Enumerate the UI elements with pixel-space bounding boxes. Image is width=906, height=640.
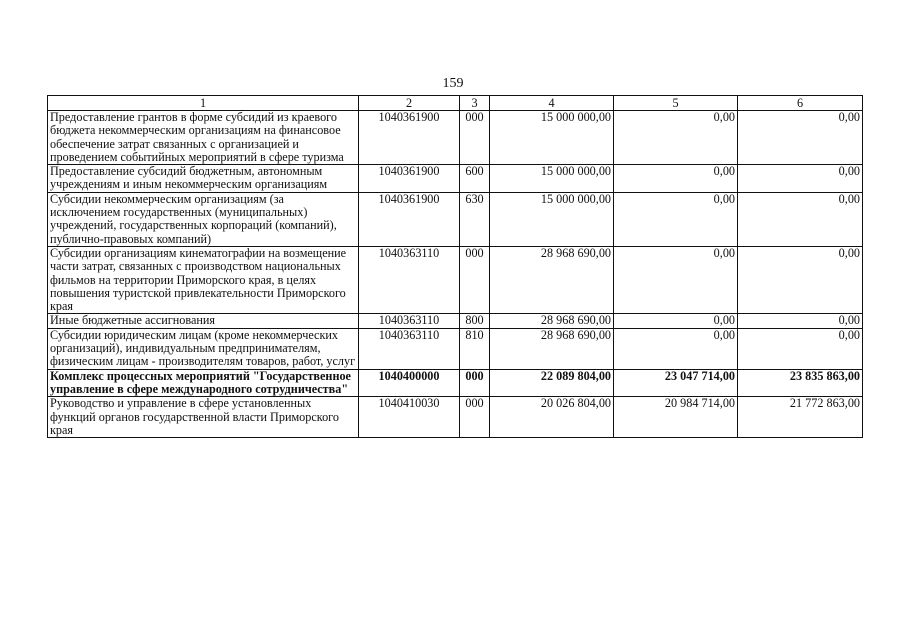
row-type: 800 [460, 314, 490, 328]
header-row [48, 96, 863, 111]
row-amount-col4: 15 000 000,00 [490, 111, 614, 165]
row-amount-col4: 22 089 804,00 [490, 369, 614, 397]
row-code: 1040363110 [359, 246, 460, 313]
row-amount-col4: 28 968 690,00 [490, 314, 614, 328]
row-amount-col4: 20 026 804,00 [490, 397, 614, 438]
table-row [48, 314, 863, 328]
row-code: 1040361900 [359, 111, 460, 165]
row-code: 1040361900 [359, 192, 460, 246]
table-row [48, 369, 863, 397]
row-amount-col4: 15 000 000,00 [490, 192, 614, 246]
table-row [48, 328, 863, 369]
row-type: 000 [460, 111, 490, 165]
page-number: 159 [442, 76, 464, 91]
budget-table [47, 95, 863, 438]
table-row [48, 111, 863, 165]
row-type: 810 [460, 328, 490, 369]
header-col-6: 6 [738, 96, 863, 111]
header-col-4: 4 [490, 96, 614, 111]
row-name: Субсидии некоммерческим организациям (за исключением государственных (муниципальных) учреждений, государственных корпораций (компаний), публично-правовых компаний) [48, 192, 359, 246]
row-name: Предоставление грантов в форме субсидий из краевого бюджета некоммерческим организациям на финансовое обеспечение затрат связанных с организацией и проведением событийных мероприятий в сфере туризма [48, 111, 359, 165]
row-amount-col4: 28 968 690,00 [490, 328, 614, 369]
row-amount-col5: 20 984 714,00 [614, 397, 738, 438]
row-amount-col6: 23 835 863,00 [738, 369, 863, 397]
header-col-2: 2 [359, 96, 460, 111]
row-amount-col4: 28 968 690,00 [490, 246, 614, 313]
header-col-3: 3 [460, 96, 490, 111]
row-code: 1040400000 [359, 369, 460, 397]
table-row [48, 165, 863, 193]
row-type: 000 [460, 246, 490, 313]
table-row [48, 246, 863, 313]
row-amount-col5: 0,00 [614, 328, 738, 369]
row-type: 630 [460, 192, 490, 246]
row-code: 1040361900 [359, 165, 460, 193]
row-amount-col5: 0,00 [614, 314, 738, 328]
row-type: 600 [460, 165, 490, 193]
row-name: Субсидии организациям кинематографии на возмещение части затрат, связанных с производством национальных фильмов на территории Приморского края, в целях повышения туристской привлекательности Приморского края [48, 246, 359, 313]
row-amount-col5: 0,00 [614, 246, 738, 313]
table-row [48, 397, 863, 438]
header-col-5: 5 [614, 96, 738, 111]
row-type: 000 [460, 369, 490, 397]
row-amount-col6: 0,00 [738, 111, 863, 165]
row-amount-col5: 0,00 [614, 165, 738, 193]
row-amount-col6: 0,00 [738, 328, 863, 369]
row-code: 1040363110 [359, 314, 460, 328]
row-name: Субсидии юридическим лицам (кроме некоммерческих организаций), индивидуальным предпринимателям, физическим лицам - производителям товаров, работ, услуг [48, 328, 359, 369]
table-row [48, 192, 863, 246]
row-code: 1040410030 [359, 397, 460, 438]
row-amount-col6: 0,00 [738, 246, 863, 313]
row-amount-col6: 21 772 863,00 [738, 397, 863, 438]
row-amount-col6: 0,00 [738, 165, 863, 193]
header-col-1: 1 [48, 96, 359, 111]
row-name: Иные бюджетные ассигнования [48, 314, 359, 328]
row-amount-col5: 23 047 714,00 [614, 369, 738, 397]
row-type: 000 [460, 397, 490, 438]
row-name: Предоставление субсидий бюджетным, автономным учреждениям и иным некоммерческим организациям [48, 165, 359, 193]
row-amount-col6: 0,00 [738, 192, 863, 246]
row-code: 1040363110 [359, 328, 460, 369]
row-amount-col5: 0,00 [614, 192, 738, 246]
row-name: Комплекс процессных мероприятий "Государственное управление в сфере международного сотрудничества" [48, 369, 359, 397]
row-amount-col6: 0,00 [738, 314, 863, 328]
row-name: Руководство и управление в сфере установленных функций органов государственной власти Приморского края [48, 397, 359, 438]
row-amount-col4: 15 000 000,00 [490, 165, 614, 193]
row-amount-col5: 0,00 [614, 111, 738, 165]
